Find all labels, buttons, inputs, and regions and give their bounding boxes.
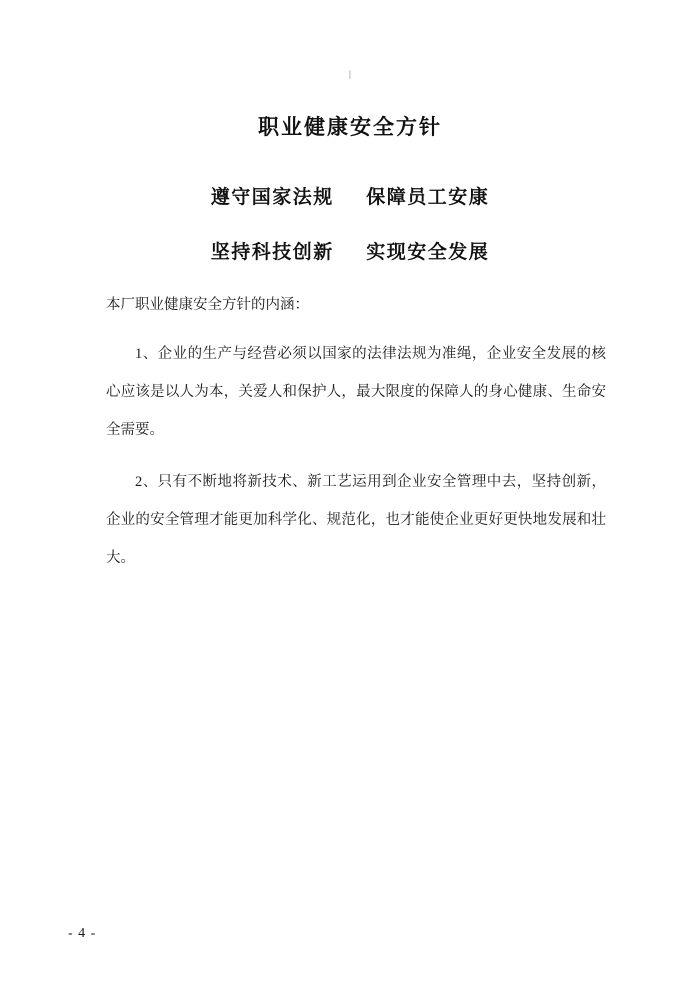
header-mark: 丨 bbox=[345, 70, 355, 80]
paragraph-2: 2、只有不断地将新技术、新工艺运用到企业安全管理中去，坚持创新，企业的安全管理才能更加科学化、规范化，也才能使企业更好更快地发展和壮大。 bbox=[106, 474, 606, 566]
body-content bbox=[106, 290, 606, 579]
paragraph-1: 1、企业的生产与经营必须以国家的法律法规为准绳，企业安全发展的核心应该是以人为本，关爱人和保护人，最大限度的保障人的身心健康、生命安全需要。 bbox=[106, 345, 606, 438]
lead-paragraph: 本厂职业健康安全方针的内涵： bbox=[106, 297, 309, 313]
slogan-block bbox=[0, 182, 700, 292]
page-title: 职业健康安全方针 bbox=[258, 115, 442, 140]
page-number: - 4 - bbox=[68, 926, 97, 941]
slogan-line-2: 坚持科技创新 实现安全发展 bbox=[210, 241, 490, 263]
slogan-line-1: 遵守国家法规 保障员工安康 bbox=[210, 186, 490, 208]
